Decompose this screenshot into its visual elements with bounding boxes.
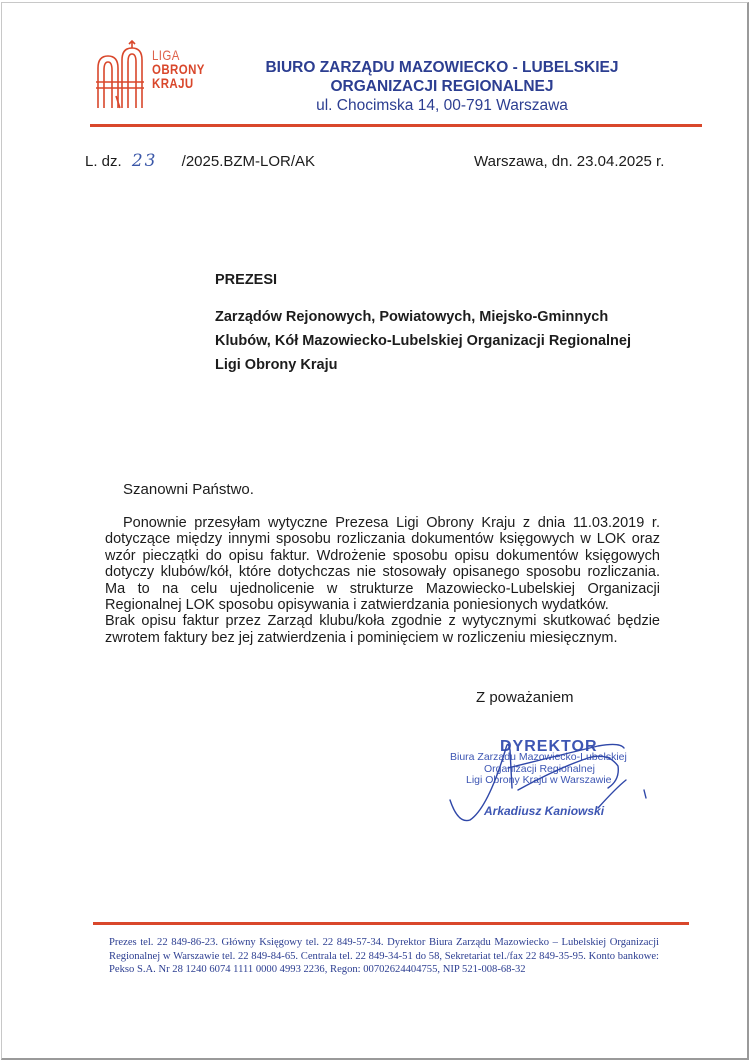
stamp-line2: Organizacji Regionalnej xyxy=(484,763,595,775)
handwritten-signature xyxy=(448,728,658,828)
addressee-line3: Ligi Obrony Kraju xyxy=(215,357,338,373)
stamp-line1: Biura Zarządu Mazowiecko-Lubelskiej xyxy=(450,751,627,763)
letter-body xyxy=(105,515,660,646)
org-address: ul. Chocimska 14, 00-791 Warszawa xyxy=(316,97,568,114)
stamp-title: DYREKTOR xyxy=(500,738,598,755)
org-name-line2: ORGANIZACJI REGIONALNEJ xyxy=(330,78,554,95)
salutation: Szanowni Państwo. xyxy=(123,481,254,498)
logo-line-liga: LIGA xyxy=(152,47,180,63)
closing: Z poważaniem xyxy=(476,689,574,706)
letter-date: Warszawa, dn. 23.04.2025 r. xyxy=(474,153,665,170)
footer-contacts: Prezes tel. 22 849-86-23. Główny Księgowy tel. 22 849-57-34. Dyrektor Biura Zarządu Mazowiecko – Lubelskiej Organizacji Regionalnej w Warszawie tel. 22 849-84-65. Centrala tel. 22 849-34-51 do 58, Sekretariat tel./fax 22 849-35-95. Konto bankowe: Pekso S.A. Nr 28 1240 6074 1111 0000 4993 2236, Regon: 00702624404755, NIP 521-008-68-32 xyxy=(109,937,659,976)
org-name-line1: BIURO ZARZĄDU MAZOWIECKO - LUBELSKIEJ xyxy=(265,59,619,76)
body-paragraph-2: Brak opisu faktur przez Zarząd klubu/koła zgodnie z wytycznymi skutkować będzie zwrotem faktury bez jej zatwierdzenia i pominięciem w rozliczeniu miesięcznym. xyxy=(105,613,660,646)
reference-prefix: L. dz. xyxy=(85,153,122,170)
stamp-name: Arkadiusz Kaniowski xyxy=(484,804,605,818)
org-header xyxy=(262,58,622,115)
footer-divider xyxy=(93,922,689,925)
reference-number xyxy=(85,151,315,171)
logo-wordmark xyxy=(152,48,222,90)
addressee-line2: Klubów, Kół Mazowiecko-Lubelskiej Organizacji Regionalnej xyxy=(215,333,632,349)
reference-handwritten-number: 23 xyxy=(131,151,158,171)
logo-line-obrony: OBRONY xyxy=(152,61,205,77)
logo-line-kraju: KRAJU xyxy=(152,75,194,91)
body-paragraph-1: Ponownie przesyłam wytyczne Prezesa Ligi Obrony Kraju z dnia 11.03.2019 r. dotyczące między innymi sposobu rozliczania dokumentów księgowych w LOK oraz wzór pieczątki do opisu faktur. Wdrożenie sposobu opisu dokumentów księgowych dotyczy klubów/kół, które dotychczas nie stosowały opisanego sposobu rozliczania. Ma to na celu ujednolicenie w strukturze Mazowiecko-Lubelskiej Organizacji Regionalnej LOK sposobu opisywania i zatwierdzania poniesionych wydatków. xyxy=(105,515,660,614)
reference-suffix: /2025.BZM-LOR/AK xyxy=(181,153,316,170)
addressee-line1: Zarządów Rejonowych, Powiatowych, Miejsko-Gminnych xyxy=(215,309,609,325)
addressee-block xyxy=(215,272,631,377)
header-divider xyxy=(90,124,702,127)
stamp-line3: Ligi Obrony Kraju w Warszawie xyxy=(466,774,612,786)
addressee-title: PREZESI xyxy=(215,272,278,288)
